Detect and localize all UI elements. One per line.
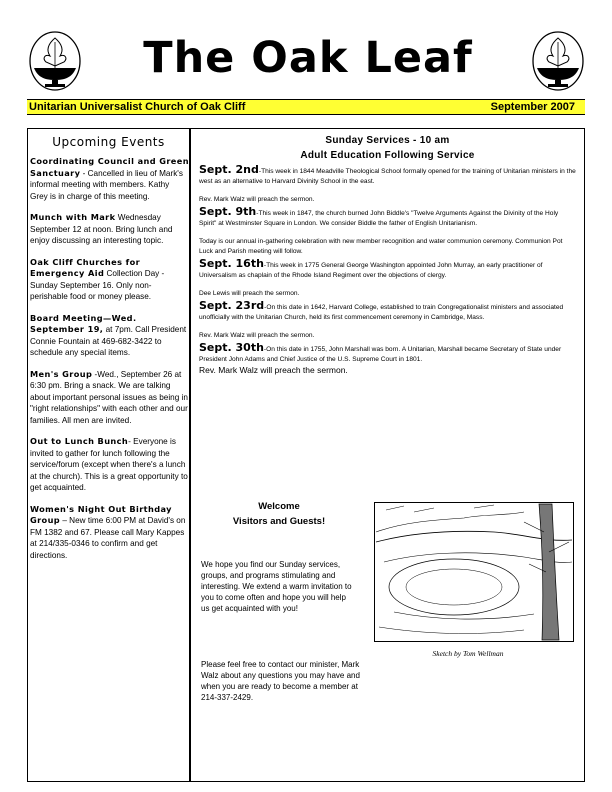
service-date: Sept. 9th: [199, 205, 257, 218]
services-heading: Sunday Services - 10 am: [325, 135, 450, 146]
event-text: - Everyone is invited to gather for lunch following the service/forum (except when there's a lunch at the church). This is a great opportunity to get acquainted.: [30, 437, 188, 492]
welcome-heading: [209, 499, 349, 529]
event-text: Wednesday September 12 at noon. Bring lunch and enjoy discussing an interesting topic.: [30, 213, 173, 245]
service-text: -This week in 1844 Meadville Theological School formally opened for the training of Unitarian ministers in the west as an alternative to Harvard Divinity School in the east.: [199, 168, 576, 185]
event-item: [30, 504, 189, 562]
sunday-services-column: [190, 128, 585, 782]
event-text: Collection Day -Sunday September 16. Only non-perishable food or money please.: [30, 269, 165, 301]
chalice-logo-left: [28, 30, 82, 92]
event-name: Women's Night Out Birthday Group: [30, 503, 172, 525]
event-text: – New time 6:00 PM at David's on FM 1382 and 67. Please call Mary Kappes at 214/335-0346 to confirm and get directions.: [30, 516, 186, 560]
service-entry: [199, 343, 576, 365]
event-name: Coordinating Council and Green Sanctuary: [30, 156, 189, 178]
service-note: Dee Lewis will preach the sermon.: [199, 290, 300, 297]
adult-education-heading: Adult Education Following Service: [300, 150, 475, 161]
welcome-text: We hope you find our Sunday services, groups, and programs stimulating and interesting. We extend a warm invitation to you to come often and hope you will help us get acquainted with you!: [201, 560, 352, 613]
service-date: Sept. 2nd: [199, 163, 259, 176]
event-text: at 7pm. Call President Connie Fountain at 469-682-3422 to schedule any special items.: [30, 325, 187, 357]
service-note: Rev. Mark Walz will preach the sermon.: [199, 365, 348, 375]
event-name: Men's Group: [30, 368, 93, 379]
church-name: Unitarian Universalist Church of Oak Cliff: [29, 101, 246, 113]
service-date: Sept. 23rd: [199, 299, 265, 312]
service-text: -On this date in 1642, Harvard College, established to train Congregationalist ministers and associated unofficially with the Unitarian Church, held its first commencement ceremony in Cambridge, Mass.: [199, 304, 564, 321]
service-date: Sept. 30th: [199, 341, 264, 354]
event-item: [30, 212, 189, 247]
newsletter-title: The Oak Leaf: [143, 33, 473, 83]
service-note: Rev. Mark Walz will preach the sermon.: [199, 196, 315, 203]
event-name: Oak Cliff Churches for Emergency Aid: [30, 256, 141, 278]
sketch-caption: Sketch by Tom Wellman: [432, 649, 504, 658]
upcoming-events-heading: Upcoming Events: [52, 135, 165, 149]
event-item: [30, 436, 189, 494]
service-text: -On this date in 1755, John Marshall was born. A Unitarian, Marshall became Secretary of State under President John Adams and Chief Justice of the U.S. Supreme Court in 1801.: [199, 346, 562, 363]
event-item: [30, 257, 189, 303]
issue-date: September 2007: [490, 101, 575, 113]
event-item: [30, 156, 189, 202]
service-note: Rev. Mark Walz will preach the sermon.: [199, 332, 315, 339]
service-entry: [199, 165, 576, 187]
upcoming-events-column: [27, 128, 190, 782]
event-text: - Cancelled in lieu of Mark's informal meeting with members. Kathy Grey is in charge of this meeting.: [30, 168, 183, 201]
service-entry: [199, 259, 576, 281]
service-date: Sept. 16th: [199, 257, 264, 270]
chalice-logo-right: [531, 30, 585, 92]
event-name: Board Meeting—Wed. September 19,: [30, 312, 137, 334]
event-text: -Wed., September 26 at 6:30 pm. Bring a snack. We are talking about important personal issues as being in "right relationships" with each other and our families. All men are invited.: [30, 369, 188, 425]
header-banner: [27, 99, 585, 115]
event-item: [30, 369, 189, 427]
service-entry: [199, 301, 576, 323]
event-name: Out to Lunch Bunch: [30, 436, 129, 446]
event-item: [30, 313, 189, 359]
service-text: -This week in 1847, the church burned John Biddle's "Twelve Arguments Against the Divinity of the Holy Spirit" at Westminster Square in London. We consider Biddle the father of English Unitarianism.: [199, 210, 559, 227]
service-note: Today is our annual in-gathering celebration with new member recognition and water communion ceremony. Communion Pot Luck and Parish meeting will follow.: [199, 238, 563, 255]
event-name: Munch with Mark: [30, 212, 116, 222]
visitors-line: Visitors and Guests!: [232, 516, 326, 527]
service-entry: [199, 207, 576, 229]
pond-sketch-image: [374, 502, 574, 642]
contact-text: Please feel free to contact our minister, Mark Walz about any questions you may have and when you are ready to become a member at 214-337-2429.: [201, 660, 360, 702]
service-text: -This week in 1775 General George Washington appointed John Murray, an early practitioner of Universalism as chaplain of the Rhode Island Regiment over the objections of clergy.: [199, 262, 543, 279]
welcome-line: Welcome: [258, 501, 300, 512]
